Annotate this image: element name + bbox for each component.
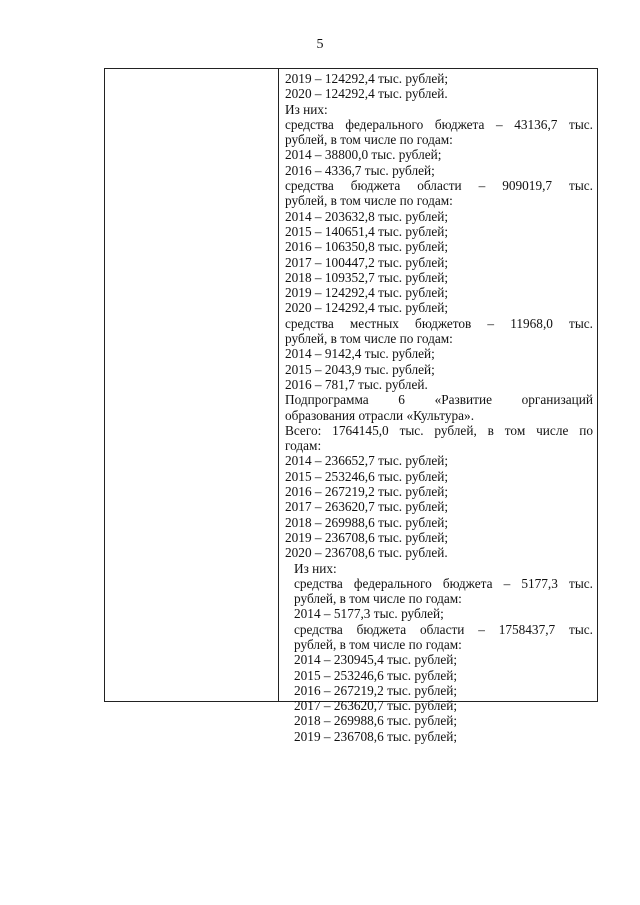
table-right-column <box>279 69 597 744</box>
text-line: 2014 – 38800,0 тыс. рублей; <box>285 147 442 163</box>
text-line: годам: <box>285 438 322 454</box>
text-line: 2017 – 263620,7 тыс. рублей; <box>285 499 449 515</box>
text-line: средства местных бюджетов – 11968,0 тыс. <box>285 315 593 331</box>
text-line: 2018 – 269988,6 тыс. рублей; <box>294 713 458 729</box>
text-line: Всего: 1764145,0 тыс. рублей, в том числе по <box>285 422 593 438</box>
text-line: 2017 – 100447,2 тыс. рублей; <box>285 254 449 270</box>
text-line: Из них: <box>285 101 328 117</box>
text-line: 2016 – 4336,7 тыс. рублей; <box>285 162 435 178</box>
text-line: 2018 – 269988,6 тыс. рублей; <box>285 514 449 530</box>
text-line: 2017 – 263620,7 тыс. рублей; <box>294 698 458 714</box>
text-line: 2015 – 2043,9 тыс. рублей; <box>285 361 435 377</box>
text-line: 2016 – 781,7 тыс. рублей. <box>285 376 428 392</box>
text-line: 2019 – 236708,6 тыс. рублей; <box>294 728 458 744</box>
page-number: 5 <box>316 37 324 52</box>
text-line: 2015 – 140651,4 тыс. рублей; <box>285 223 449 239</box>
text-line: 2014 – 203632,8 тыс. рублей; <box>285 208 449 224</box>
text-line: 2016 – 267219,2 тыс. рублей; <box>294 682 458 698</box>
text-line: 2019 – 124292,4 тыс. рублей; <box>285 285 449 301</box>
text-line: средства федерального бюджета – 43136,7 тыс. <box>285 116 593 132</box>
text-line: 2020 – 236708,6 тыс. рублей. <box>285 545 448 561</box>
text-line: рублей, в том числе по годам: <box>294 591 462 607</box>
text-line: 2015 – 253246,6 тыс. рублей; <box>285 468 449 484</box>
text-line: 2014 – 5177,3 тыс. рублей; <box>294 606 444 622</box>
text-line: рублей, в том числе по годам: <box>285 331 453 347</box>
text-line: 2016 – 106350,8 тыс. рублей; <box>285 239 449 255</box>
text-line: 2014 – 230945,4 тыс. рублей; <box>294 652 458 668</box>
text-line: 2020 – 124292,4 тыс. рублей. <box>285 86 448 102</box>
text-line: рублей, в том числе по годам: <box>294 636 462 652</box>
text-line: средства бюджета области – 909019,7 тыс. <box>285 178 593 194</box>
text-line: 2019 – 124292,4 тыс. рублей; <box>285 71 449 86</box>
text-line: средства бюджета области – 1758437,7 тыс. <box>294 621 593 637</box>
table-left-column <box>105 69 279 701</box>
text-line: 2016 – 267219,2 тыс. рублей; <box>285 484 449 500</box>
text-line: рублей, в том числе по годам: <box>285 193 453 209</box>
text-line: Подпрограмма 6 «Развитие организаций <box>285 392 593 408</box>
text-line: 2015 – 253246,6 тыс. рублей; <box>294 667 458 683</box>
text-line: 2014 – 9142,4 тыс. рублей; <box>285 346 435 362</box>
text-line: 2018 – 109352,7 тыс. рублей; <box>285 269 449 285</box>
text-line: Из них: <box>294 560 337 576</box>
text-line: 2019 – 236708,6 тыс. рублей; <box>285 529 449 545</box>
text-line: 2020 – 124292,4 тыс. рублей; <box>285 300 449 316</box>
text-line: образования отрасли «Культура». <box>285 407 475 423</box>
text-line: 2014 – 236652,7 тыс. рублей; <box>285 453 449 469</box>
funding-table <box>104 68 598 744</box>
text-line: рублей, в том числе по годам: <box>285 132 453 148</box>
text-line: средства федерального бюджета – 5177,3 тыс. <box>294 575 593 591</box>
